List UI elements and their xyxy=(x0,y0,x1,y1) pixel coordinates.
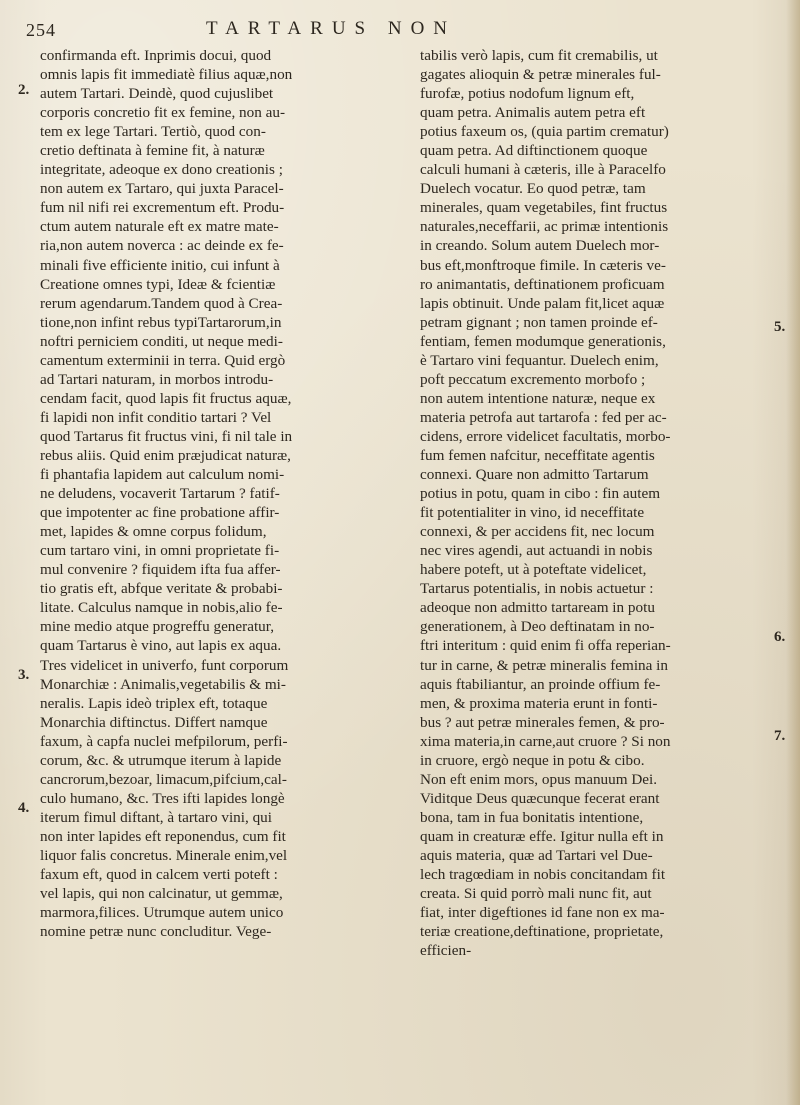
left-column xyxy=(40,46,404,941)
text-line: omnis lapis fit immediatè filius aquæ,non xyxy=(40,66,293,84)
text-line: tabilis verò lapis, cum fit cremabilis, ut xyxy=(420,47,658,64)
text-line: autem Tartari. Deindè, quod cujuslibet xyxy=(40,85,274,103)
text-line: fi phantafia lapidem aut calculum nomi- xyxy=(40,466,285,484)
text-line: litate. Calculus namque in nobis,alio fe- xyxy=(40,599,283,617)
text-line: lech tragœdiam in nobis concitandam fit xyxy=(420,866,666,884)
marginal-number: 6. xyxy=(774,629,786,645)
text-line: ne deludens, vocaverit Tartarum ? fatif- xyxy=(40,485,280,503)
text-line: fi lapidi non infit conditio tartari ? Vel xyxy=(40,408,272,426)
text-line: in cruore, ergò neque in potu & cibo. xyxy=(420,751,645,769)
text-line: nomine petræ nunc concluditur. Vege- xyxy=(40,923,272,941)
text-line: cancrorum,bezoar, limacum,pifcium,cal- xyxy=(40,770,287,788)
text-line: mine medio atque progreffu generatur, xyxy=(40,618,275,636)
text-line: teriæ creatione,deftinatione, proprietate, xyxy=(420,923,664,941)
text-line: è Tartaro vini fequantur. Duelech enim, xyxy=(420,351,659,369)
text-line: cum tartaro vini, in omni proprietate fi- xyxy=(40,542,280,560)
page-edge-shadow xyxy=(786,0,800,1105)
text-line: calculi humani à cæteris, ille à Paracelfo xyxy=(420,161,666,179)
text-line: xima materia,in carne,aut cruore ? Si non xyxy=(420,732,671,750)
text-line: marmora,filices. Utrumque autem unico xyxy=(40,904,284,922)
text-line: Monarchia diftinctus. Differt namque xyxy=(40,713,268,731)
text-line: noftri perniciem conditi, ut neque medi- xyxy=(40,332,283,350)
text-line: non autem intentione naturæ, neque ex xyxy=(420,389,656,407)
text-line: quod Tartarus fit fructus vini, fi nil tale in xyxy=(40,427,293,445)
text-line: Monarchiæ : Animalis,vegetabilis & mi- xyxy=(40,675,286,693)
running-head: TARTARUS NON xyxy=(206,18,457,39)
text-line: potius faxeum os, (quia partim crematur) xyxy=(420,123,669,141)
page-header xyxy=(26,18,766,46)
text-line: cretio deftinata à femine fit, à naturæ xyxy=(40,142,265,160)
text-line: bona, tam in fua bonitatis intentione, xyxy=(420,808,644,826)
text-line: ria,non autem noverca : ac deinde ex fe- xyxy=(40,237,284,255)
text-line: petram gignant ; non tamen proinde ef- xyxy=(420,313,658,331)
text-line: confirmanda eft. Inprimis docui, quod xyxy=(40,47,272,64)
right-column xyxy=(420,46,770,960)
text-line: vel lapis, qui non calcinatur, ut gemmæ, xyxy=(40,885,283,903)
text-line: met, lapides & omne corpus folidum, xyxy=(40,523,267,541)
text-line: que impotenter ac fine probatione affir- xyxy=(40,504,280,522)
text-line: ftri interitum : quid enim fi offa reperian- xyxy=(420,637,671,655)
text-line: nec vires agendi, aut actuandi in nobis xyxy=(420,542,653,560)
text-line: tem ex lege Tartari. Tertiò, quod con- xyxy=(40,123,266,141)
text-line: iterum fimul diftant, à tartaro vini, qui xyxy=(40,808,272,826)
text-line: aquis ftabiliantur, an proinde offium fe- xyxy=(420,675,661,693)
page-number: 254 xyxy=(26,20,56,40)
text-line: minali five efficiente initio, cui infunt à xyxy=(40,256,280,274)
text-line: quam petra. Animalis autem petra eft xyxy=(420,104,646,122)
text-line: efficien- xyxy=(420,942,472,960)
text-line: fiat, inter digeftiones id fane non ex ma- xyxy=(420,904,665,922)
text-line: fum femen nafcitur, neceffitate agentis xyxy=(420,446,655,464)
text-line: in creando. Solum autem Duelech mor- xyxy=(420,237,660,255)
text-line: camentum exterminii in terra. Quid ergò xyxy=(40,351,286,369)
text-line: Tartarus potentialis, in nobis actuetur : xyxy=(420,580,654,598)
text-line: culo humano, &c. Tres ifti lapides longè xyxy=(40,789,285,807)
marginal-number: 7. xyxy=(774,728,786,744)
text-line: poft peccatum excremento morbofo ; xyxy=(420,370,646,388)
text-line: cendam facit, quod lapis fit fructus aquæ, xyxy=(40,389,292,407)
text-line: cidens, errore videlicet facultatis, morbo- xyxy=(420,427,671,445)
text-line: Duelech vocatur. Eo quod petræ, tam xyxy=(420,180,646,198)
text-line: tio gratis eft, abfque veritate & probabi- xyxy=(40,580,283,598)
text-line: quam Tartarus è vino, aut lapis ex aqua. xyxy=(40,637,282,655)
text-line: lapis obtinuit. Unde palam fit,licet aquæ xyxy=(420,294,665,312)
text-line: Non eft enim mors, opus manuum Dei. xyxy=(420,770,658,788)
text-line: ctum autem naturale eft ex matre mate- xyxy=(40,218,279,236)
text-line: Tres videlicet in univerfo, funt corporum xyxy=(40,656,289,674)
text-line: connexi. Quare non admitto Tartarum xyxy=(420,466,649,484)
text-line: fentiam, femen modumque generationis, xyxy=(420,332,666,350)
text-line: integritate, adeoque ex dono creationis ; xyxy=(40,161,283,179)
text-line: potius in potu, quam in cibo : fin autem xyxy=(420,485,661,503)
text-line: tur in carne, & petræ mineralis femina in xyxy=(420,656,668,674)
text-line: furofæ, potius nodofum lignum eft, xyxy=(420,85,635,103)
text-line: ro animantatis, deftinationem proficuam xyxy=(420,275,665,293)
text-line: ad Tartari naturam, in morbos introdu- xyxy=(40,370,274,388)
text-line: adeoque non admitto tartaream in potu xyxy=(420,599,655,617)
text-line: rebus aliis. Quid enim præjudicat naturæ, xyxy=(40,446,291,464)
text-line: corum, &c. & utrumque iterum à lapide xyxy=(40,751,282,769)
text-line: generationem, à Deo deftinatam in no- xyxy=(420,618,655,636)
text-line: non autem ex Tartaro, qui juxta Paracel- xyxy=(40,180,284,198)
text-line: naturales,neceffarii, ac primæ intentionis xyxy=(420,218,669,236)
text-line: tione,non infint rebus typiTartarorum,in xyxy=(40,313,282,331)
text-line: connexi, & per accidens fit, nec locum xyxy=(420,523,655,541)
text-line: quam in creaturæ effe. Igitur nulla eft in xyxy=(420,827,664,845)
text-line: non inter lapides eft reponendus, cum fit xyxy=(40,827,286,845)
text-line: aquis materia, quæ ad Tartari vel Due- xyxy=(420,846,653,864)
text-line: men, & proxima materia erunt in fonti- xyxy=(420,694,658,712)
text-line: gagates alioquin & petræ minerales ful- xyxy=(420,66,661,84)
marginal-number: 2. xyxy=(18,82,30,98)
marginal-number: 3. xyxy=(18,667,30,683)
marginal-number: 5. xyxy=(774,319,786,335)
text-line: Creatione omnes typi, Ideæ & fcientiæ xyxy=(40,275,276,293)
text-line: Viditque Deus quæcunque fecerat erant xyxy=(420,789,660,807)
text-line: neralis. Lapis ideò triplex eft, totaque xyxy=(40,694,268,712)
text-line: liquor falis concretus. Minerale enim,vel xyxy=(40,846,288,864)
text-line: fum nil nifi rei excrementum eft. Produ- xyxy=(40,199,285,217)
text-line: bus eft,monftroque fimile. In cæteris ve- xyxy=(420,256,666,274)
text-line: corporis concretio fit ex femine, non au- xyxy=(40,104,286,122)
text-line: mul convenire ? fiquidem ifta fua affer- xyxy=(40,561,281,579)
text-line: habere poteft, ut à poteftate videlicet, xyxy=(420,561,647,579)
text-line: faxum, à capfa nuclei mefpilorum, perfi- xyxy=(40,732,288,750)
text-line: fit potentialiter in vino, id neceffitate xyxy=(420,504,645,522)
text-line: bus ? aut petræ minerales femen, & pro- xyxy=(420,713,665,731)
text-line: materia petrofa aut tartarofa : fed per ac- xyxy=(420,408,667,426)
text-line: rerum agendarum.Tandem quod à Crea- xyxy=(40,294,283,312)
text-line: creata. Si quid porrò mali nunc fit, aut xyxy=(420,885,652,903)
text-line: minerales, quam vegetabiles, fint fructus xyxy=(420,199,668,217)
text-line: faxum eft, quod in calcem verti poteft : xyxy=(40,866,278,884)
text-line: quam petra. Ad diftinctionem quoque xyxy=(420,142,648,160)
marginal-number: 4. xyxy=(18,800,30,816)
